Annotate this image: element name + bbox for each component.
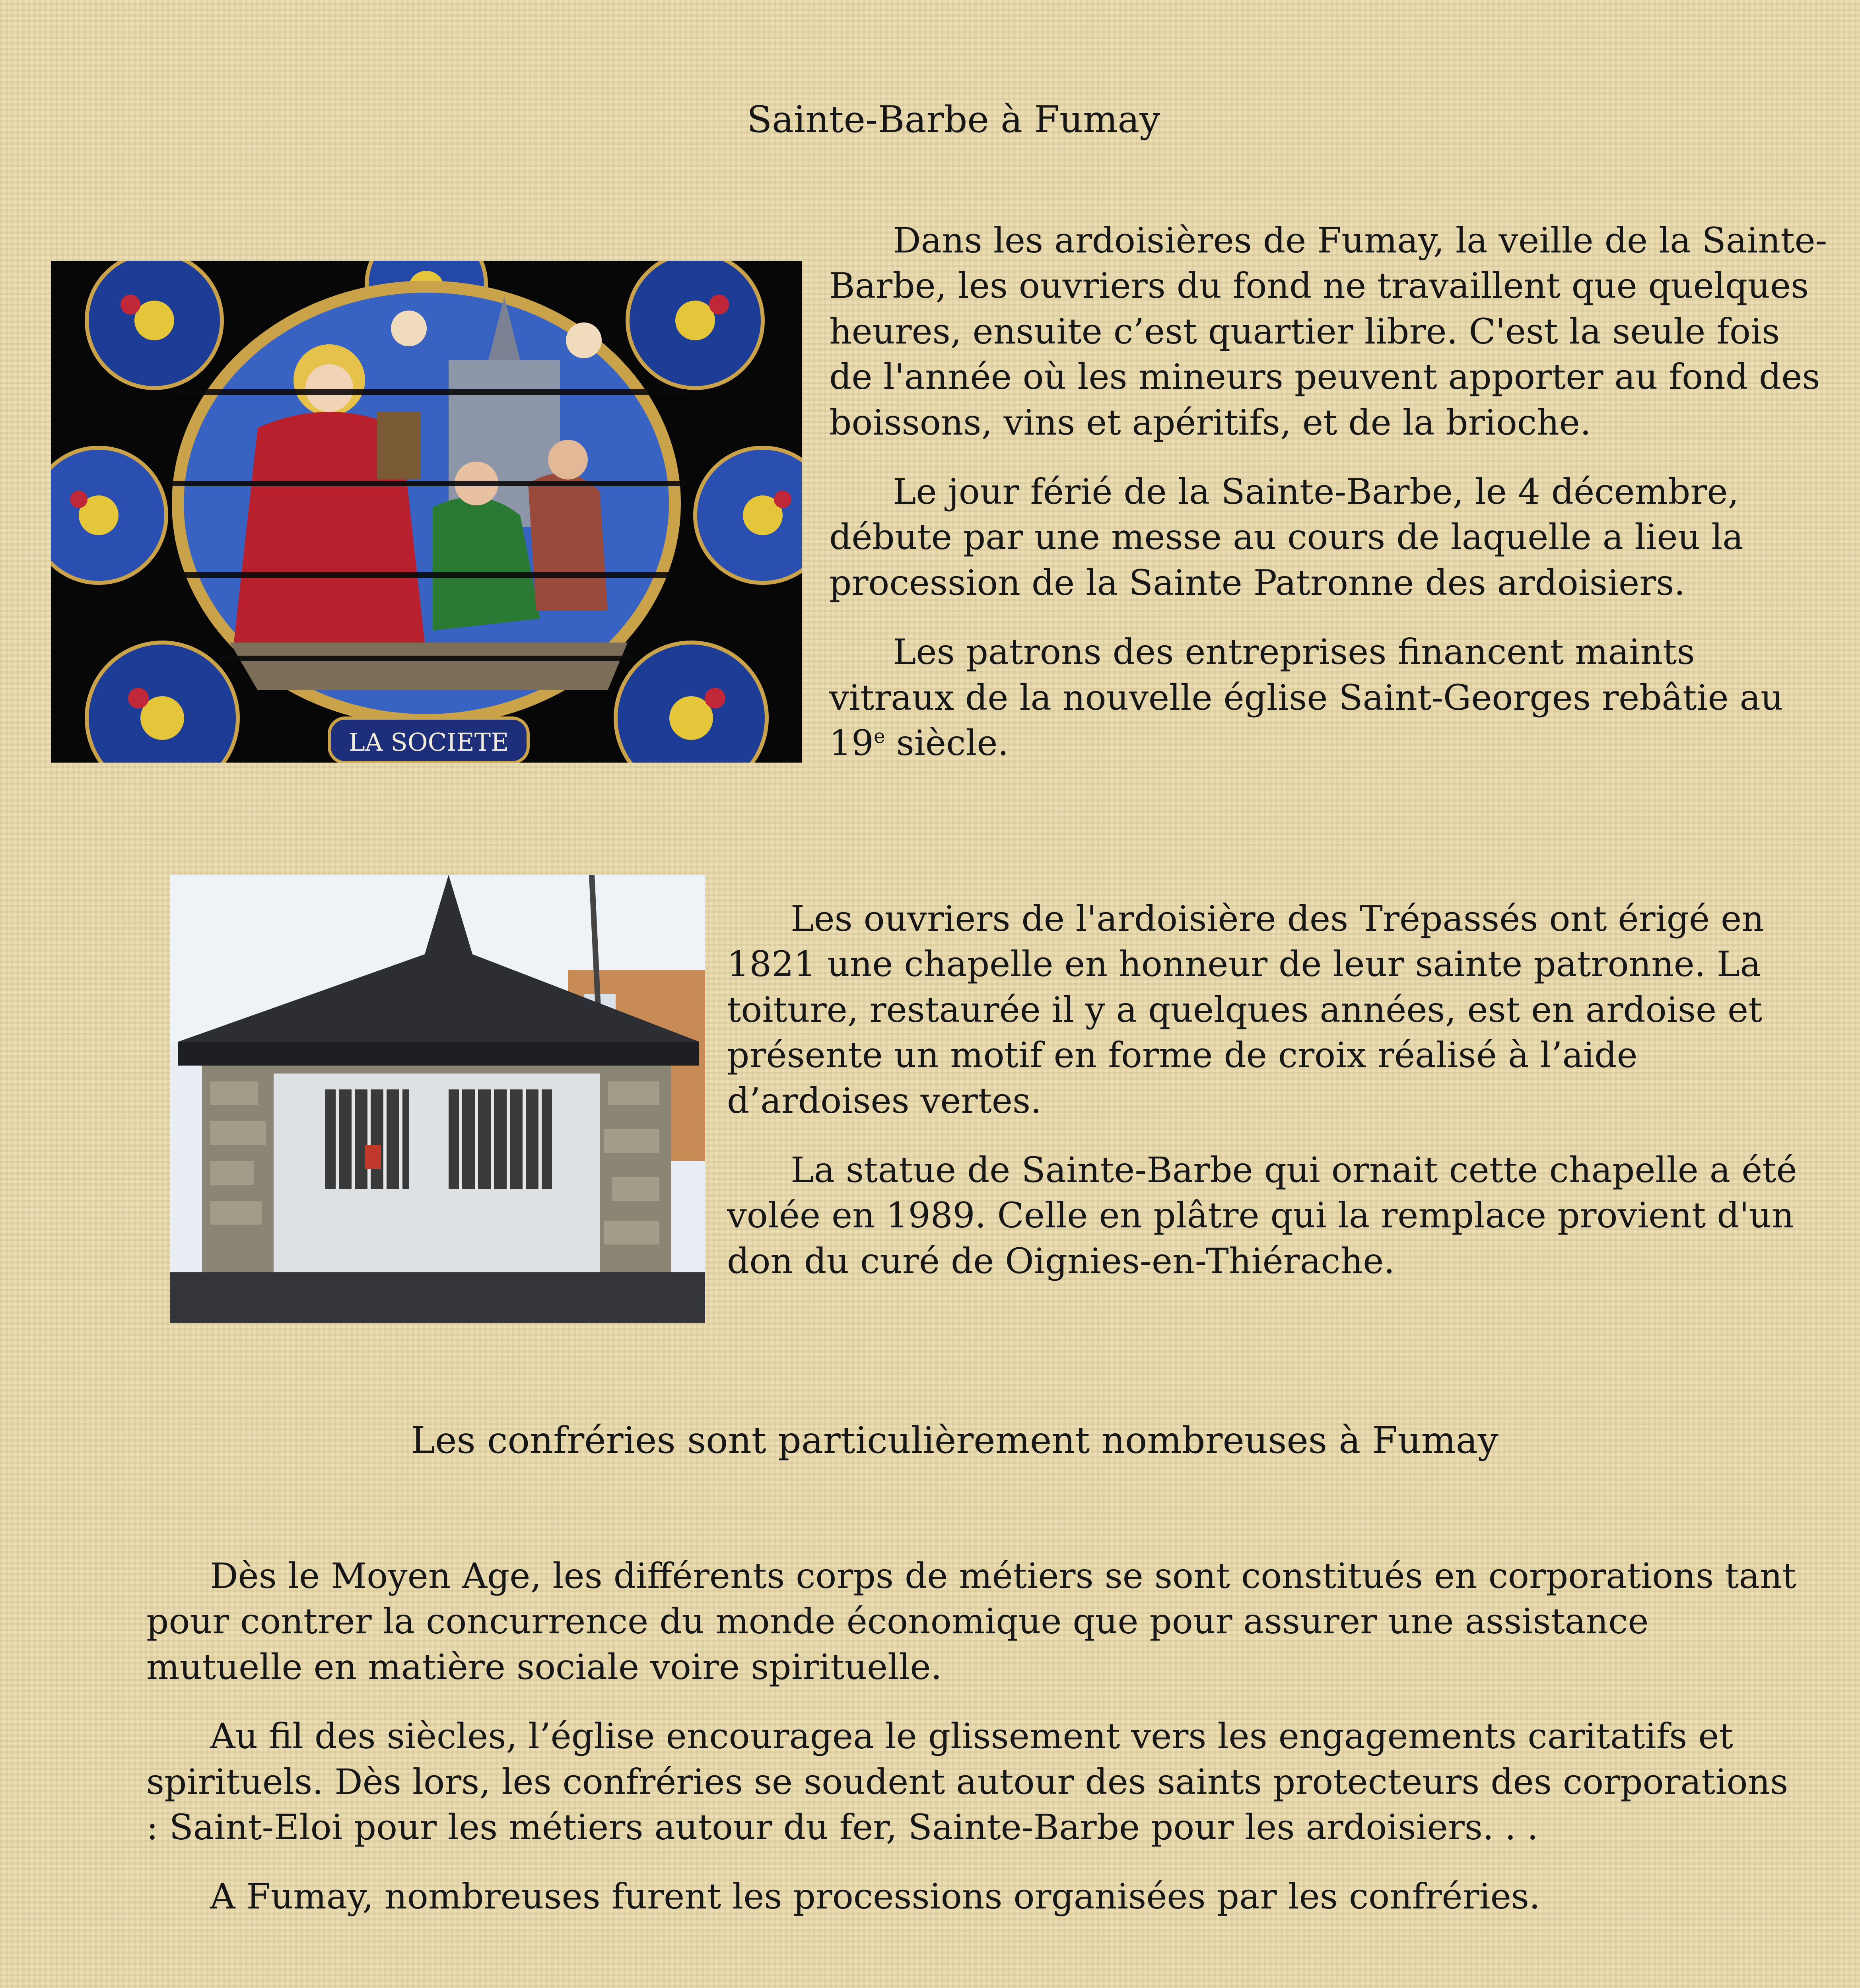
section3-paragraph-1: Dès le Moyen Age, les différents corps de métiers se sont constitués en corporations tant pour contrer la concurrence du monde économique que pour assurer une assistance mutuelle en matière sociale voire spirituelle.: [146, 1555, 1796, 1687]
stained-glass-window-photo: [51, 261, 802, 763]
section3-paragraph-2: Au fil des siècles, l’église encouragea le glissement vers les engagements caritatifs et spirituels. Dès lors, les confréries se soudent autour des saints protecteurs des corporations : Saint-Eloi pour les métiers autour du fer, Sainte-Barbe pour les ardoisiers. . .: [146, 1716, 1788, 1848]
section2-paragraph-1: Les ouvriers de l'ardoisière des Trépassés ont érigé en 1821 une chapelle en honneur de leur sainte patronne. La toiture, restaurée il y a quelques années, est en ardoise et présente un motif en forme de croix réalisé à l’aide d’ardoises vertes.: [727, 898, 1764, 1121]
section-title-sainte-barbe: Sainte-Barbe à Fumay: [747, 98, 1160, 141]
section1-paragraph-3-start: Les patrons des entreprises financent maints vitraux de la nouvelle église Saint-Georges rebâtie au 19: [829, 631, 1783, 763]
chapel-photo: [170, 875, 705, 1323]
section3-paragraph-3: A Fumay, nombreuses furent les processions organisées par les confréries.: [210, 1876, 1540, 1917]
section3-text: [146, 1553, 1809, 1943]
superscript-e: e: [873, 725, 885, 748]
section1-text: [829, 218, 1827, 790]
section1-paragraph-3: [829, 629, 1827, 766]
section-title-confreries: Les confréries sont particulièrement nombreuses à Fumay: [411, 1419, 1498, 1462]
section1-paragraph-1: Dans les ardoisières de Fumay, la veille de la Sainte-Barbe, les ouvriers du fond ne travaillent que quelques heures, ensuite c’est quartier libre. C'est la seule fois de l'année où les mineurs peuvent apporter au fond des boissons, vins et apéritifs, et de la brioche.: [829, 220, 1827, 443]
section2-paragraph-2: La statue de Sainte-Barbe qui ornait cette chapelle a été volée en 1989. Celle en plâtre qui la remplace provient d'un don du curé de Oignies-en-Thiérache.: [727, 1149, 1797, 1281]
section2-text: [727, 896, 1801, 1308]
section1-paragraph-2: Le jour férié de la Sainte-Barbe, le 4 décembre, débute par une messe au cours de laquelle a lieu la procession de la Sainte Patronne des ardoisiers.: [829, 471, 1743, 603]
window-inscription: LA SOCIETE: [348, 728, 509, 757]
section1-paragraph-3-end: siècle.: [885, 722, 1009, 763]
